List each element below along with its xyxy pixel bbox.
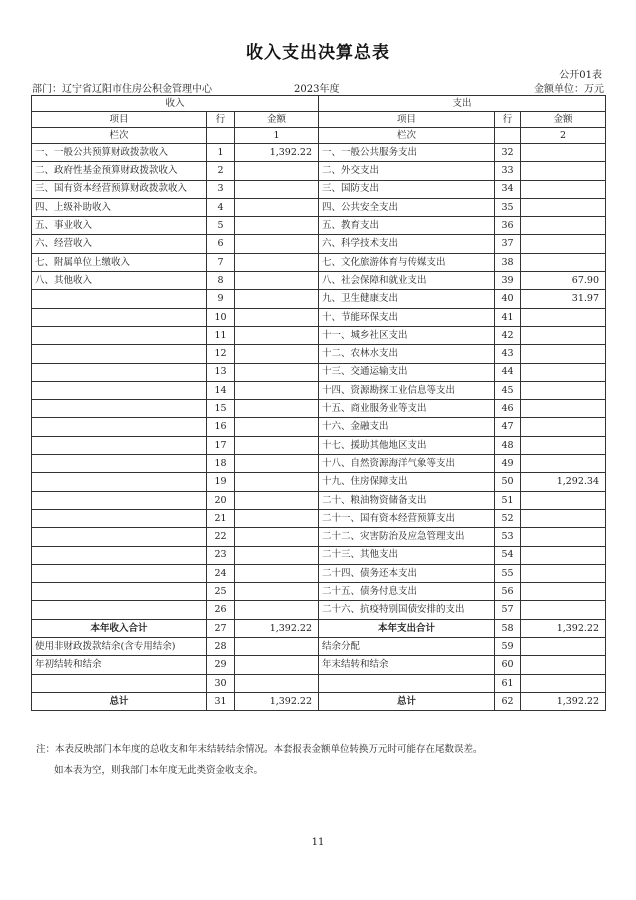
- expense-row-number: 58: [495, 619, 521, 637]
- table-row: [32, 363, 606, 381]
- table-row: [32, 290, 606, 308]
- income-item-cell: [32, 528, 207, 546]
- expense-row-number: 62: [495, 692, 521, 710]
- expense-amount-cell: [521, 144, 606, 162]
- income-row-number: 7: [207, 253, 235, 271]
- income-row-number: 27: [207, 619, 235, 637]
- expense-row-number: 60: [495, 656, 521, 674]
- income-amount-cell: [235, 400, 319, 418]
- expense-row-number: 44: [495, 363, 521, 381]
- expense-item-cell: 十八、自然资源海洋气象等支出: [319, 455, 495, 473]
- table-row: [32, 473, 606, 491]
- expense-item-cell: 二、外交支出: [319, 162, 495, 180]
- table-row: [32, 326, 606, 344]
- income-amount-cell: [235, 638, 319, 656]
- income-amount-cell: [235, 272, 319, 290]
- income-item-cell: 六、经营收入: [32, 235, 207, 253]
- income-item-cell: 二、政府性基金预算财政拨款收入: [32, 162, 207, 180]
- income-amount-cell: [235, 473, 319, 491]
- income-amount-cell: [235, 583, 319, 601]
- expense-amount-cell: [521, 345, 606, 363]
- income-row-number: 15: [207, 400, 235, 418]
- income-amount-cell: [235, 363, 319, 381]
- expense-item-cell: 十、节能环保支出: [319, 308, 495, 326]
- expense-amount-cell: 1,392.22: [521, 692, 606, 710]
- income-row-number: 29: [207, 656, 235, 674]
- income-row-number: 2: [207, 162, 235, 180]
- income-amount-header: 金额: [235, 112, 319, 128]
- expense-item-cell: [319, 674, 495, 692]
- expense-row-number: 61: [495, 674, 521, 692]
- expense-row-number: 43: [495, 345, 521, 363]
- expense-amount-cell: [521, 509, 606, 527]
- income-item-cell: 八、其他收入: [32, 272, 207, 290]
- income-amount-cell: [235, 436, 319, 454]
- income-row-header: 行: [207, 112, 235, 128]
- income-item-cell: [32, 326, 207, 344]
- income-amount-cell: [235, 455, 319, 473]
- expense-amount-cell: [521, 436, 606, 454]
- expense-item-cell: 十六、金融支出: [319, 418, 495, 436]
- income-amount-cell: [235, 308, 319, 326]
- expense-row-number: 45: [495, 381, 521, 399]
- expense-amount-cell: [521, 381, 606, 399]
- income-row-number: 31: [207, 692, 235, 710]
- expense-row-number: 50: [495, 473, 521, 491]
- income-section-header: 收入: [32, 96, 319, 112]
- expense-item-cell: 十五、商业服务业等支出: [319, 400, 495, 418]
- expense-amount-cell: [521, 455, 606, 473]
- income-item-cell: [32, 601, 207, 619]
- income-item-cell: [32, 455, 207, 473]
- expense-amount-cell: [521, 198, 606, 216]
- table-row: [32, 345, 606, 363]
- income-row-number: 6: [207, 235, 235, 253]
- income-item-cell: 年初结转和结余: [32, 656, 207, 674]
- expense-amount-cell: [521, 583, 606, 601]
- income-row-number: 4: [207, 198, 235, 216]
- table-row: [32, 528, 606, 546]
- table-row: [32, 400, 606, 418]
- table-row: [32, 381, 606, 399]
- income-item-cell: 四、上级补助收入: [32, 198, 207, 216]
- expense-row-number: 47: [495, 418, 521, 436]
- expense-row-number: 56: [495, 583, 521, 601]
- expense-row-number: 35: [495, 198, 521, 216]
- table-row: [32, 509, 606, 527]
- column-index-row: [32, 128, 606, 144]
- income-amount-cell: 1,392.22: [235, 692, 319, 710]
- expense-row-number: 49: [495, 455, 521, 473]
- expense-amount-cell: [521, 253, 606, 271]
- expense-amount-cell: 1,292.34: [521, 473, 606, 491]
- income-amount-cell: [235, 528, 319, 546]
- expense-amount-cell: [521, 656, 606, 674]
- expense-amount-cell: [521, 601, 606, 619]
- expense-row-number: 48: [495, 436, 521, 454]
- expense-row-number: 51: [495, 491, 521, 509]
- income-row-number: 14: [207, 381, 235, 399]
- income-amount-cell: [235, 326, 319, 344]
- expense-row-number: 46: [495, 400, 521, 418]
- expense-item-cell: 结余分配: [319, 638, 495, 656]
- expense-item-header: 项目: [319, 112, 495, 128]
- expense-item-cell: 二十二、灾害防治及应急管理支出: [319, 528, 495, 546]
- expense-amount-cell: 31.97: [521, 290, 606, 308]
- expense-item-cell: 八、社会保障和就业支出: [319, 272, 495, 290]
- expense-amount-cell: [521, 235, 606, 253]
- expense-row-number: 52: [495, 509, 521, 527]
- amount-unit: 金额单位：万元: [534, 84, 604, 95]
- expense-row-number: 39: [495, 272, 521, 290]
- expense-item-cell: 二十四、债务还本支出: [319, 564, 495, 582]
- expense-amount-cell: [521, 564, 606, 582]
- income-item-cell: [32, 381, 207, 399]
- income-row-number: 21: [207, 509, 235, 527]
- expense-item-cell: 三、国防支出: [319, 180, 495, 198]
- income-amount-cell: [235, 180, 319, 198]
- expense-row-number: 40: [495, 290, 521, 308]
- income-amount-cell: [235, 217, 319, 235]
- income-item-header: 项目: [32, 112, 207, 128]
- income-item-cell: [32, 418, 207, 436]
- income-amount-cell: [235, 674, 319, 692]
- expense-row-number: 53: [495, 528, 521, 546]
- expense-item-cell: 四、公共安全支出: [319, 198, 495, 216]
- expense-item-cell: 二十五、债务付息支出: [319, 583, 495, 601]
- expense-amount-header: 金额: [521, 112, 606, 128]
- table-row: [32, 601, 606, 619]
- expense-amount-cell: [521, 638, 606, 656]
- expense-item-cell: 五、教育支出: [319, 217, 495, 235]
- income-item-cell: [32, 564, 207, 582]
- income-amount-cell: [235, 546, 319, 564]
- expense-lanci-blank: [495, 128, 521, 144]
- expense-row-number: 54: [495, 546, 521, 564]
- table-row: [32, 583, 606, 601]
- income-item-cell: [32, 363, 207, 381]
- income-row-number: 13: [207, 363, 235, 381]
- income-lanci-label: 栏次: [32, 128, 207, 144]
- total-row: [32, 692, 606, 710]
- income-amount-cell: [235, 381, 319, 399]
- income-row-number: 10: [207, 308, 235, 326]
- department-label: 部门：辽宁省辽阳市住房公积金管理中心: [32, 84, 212, 95]
- expense-amount-cell: [521, 418, 606, 436]
- expense-amount-cell: [521, 180, 606, 198]
- report-title: 收入支出决算总表: [246, 43, 390, 63]
- subtotal-row: [32, 619, 606, 637]
- income-amount-cell: [235, 509, 319, 527]
- column-header-row: [32, 112, 606, 128]
- income-item-cell: 总计: [32, 692, 207, 710]
- expense-item-cell: 二十三、其他支出: [319, 546, 495, 564]
- expense-row-number: 33: [495, 162, 521, 180]
- income-item-cell: [32, 546, 207, 564]
- expense-row-number: 42: [495, 326, 521, 344]
- table-row: [32, 546, 606, 564]
- income-item-cell: [32, 509, 207, 527]
- expense-amount-cell: 67.90: [521, 272, 606, 290]
- expense-amount-cell: [521, 326, 606, 344]
- income-row-number: 20: [207, 491, 235, 509]
- table-row: [32, 198, 606, 216]
- income-item-cell: [32, 473, 207, 491]
- income-row-number: 28: [207, 638, 235, 656]
- expense-row-number: 38: [495, 253, 521, 271]
- expense-row-number: 32: [495, 144, 521, 162]
- table-row: [32, 253, 606, 271]
- income-item-cell: [32, 491, 207, 509]
- income-row-number: 22: [207, 528, 235, 546]
- income-item-cell: [32, 308, 207, 326]
- form-number: 公开01表: [559, 70, 602, 81]
- income-amount-cell: [235, 656, 319, 674]
- footnote-2: 如本表为空，则我部门本年度无此类资金收支余。: [54, 765, 264, 776]
- income-row-number: 17: [207, 436, 235, 454]
- page-number: 11: [311, 837, 325, 848]
- income-column-number: 1: [235, 128, 319, 144]
- income-row-number: 11: [207, 326, 235, 344]
- income-row-number: 5: [207, 217, 235, 235]
- expense-amount-cell: [521, 546, 606, 564]
- table-row: [32, 418, 606, 436]
- table-row: [32, 144, 606, 162]
- expense-section-header: 支出: [319, 96, 606, 112]
- expense-column-number: 2: [521, 128, 606, 144]
- income-amount-cell: [235, 162, 319, 180]
- income-item-cell: [32, 290, 207, 308]
- expense-row-number: 55: [495, 564, 521, 582]
- income-row-number: 9: [207, 290, 235, 308]
- income-item-cell: [32, 345, 207, 363]
- income-item-cell: 使用非财政拨款结余(含专用结余): [32, 638, 207, 656]
- expense-item-cell: 二十、粮油物资储备支出: [319, 491, 495, 509]
- expense-amount-cell: [521, 400, 606, 418]
- table-row: [32, 308, 606, 326]
- income-amount-cell: 1,392.22: [235, 619, 319, 637]
- expense-item-cell: 十三、交通运输支出: [319, 363, 495, 381]
- expense-item-cell: 十二、农林水支出: [319, 345, 495, 363]
- income-row-number: 19: [207, 473, 235, 491]
- income-row-number: 3: [207, 180, 235, 198]
- expense-amount-cell: [521, 308, 606, 326]
- table-row: [32, 455, 606, 473]
- income-item-cell: [32, 674, 207, 692]
- income-amount-cell: [235, 601, 319, 619]
- income-row-number: 30: [207, 674, 235, 692]
- table-row: [32, 674, 606, 692]
- income-row-number: 1: [207, 144, 235, 162]
- income-amount-cell: [235, 418, 319, 436]
- table-row: [32, 272, 606, 290]
- income-row-number: 16: [207, 418, 235, 436]
- footnote-1: 注：本表反映部门本年度的总收支和年末结转结余情况。本套报表金额单位转换万元时可能存在尾数误差。: [36, 744, 483, 755]
- income-row-number: 18: [207, 455, 235, 473]
- budget-summary-table: [31, 95, 606, 711]
- expense-item-cell: 九、卫生健康支出: [319, 290, 495, 308]
- expense-item-cell: 十九、住房保障支出: [319, 473, 495, 491]
- expense-row-number: 37: [495, 235, 521, 253]
- expense-item-cell: 十七、援助其他地区支出: [319, 436, 495, 454]
- income-amount-cell: [235, 198, 319, 216]
- table-row: [32, 491, 606, 509]
- expense-row-header: 行: [495, 112, 521, 128]
- table-row: [32, 436, 606, 454]
- income-row-number: 8: [207, 272, 235, 290]
- expense-item-cell: 本年支出合计: [319, 619, 495, 637]
- fiscal-year: 2023年度: [294, 84, 340, 95]
- income-amount-cell: 1,392.22: [235, 144, 319, 162]
- expense-row-number: 41: [495, 308, 521, 326]
- income-amount-cell: [235, 290, 319, 308]
- income-item-cell: [32, 583, 207, 601]
- expense-amount-cell: [521, 674, 606, 692]
- table-row: [32, 564, 606, 582]
- expense-amount-cell: [521, 162, 606, 180]
- expense-item-cell: 十一、城乡社区支出: [319, 326, 495, 344]
- expense-lanci-label: 栏次: [319, 128, 495, 144]
- report-meta: [32, 80, 604, 94]
- section-header-row: [32, 96, 606, 112]
- table-row: [32, 656, 606, 674]
- income-lanci-blank: [207, 128, 235, 144]
- expense-item-cell: 十四、资源勘探工业信息等支出: [319, 381, 495, 399]
- expense-item-cell: 七、文化旅游体育与传媒支出: [319, 253, 495, 271]
- expense-row-number: 36: [495, 217, 521, 235]
- income-amount-cell: [235, 491, 319, 509]
- income-item-cell: 一、一般公共预算财政拨款收入: [32, 144, 207, 162]
- income-row-number: 23: [207, 546, 235, 564]
- expense-amount-cell: [521, 217, 606, 235]
- expense-row-number: 57: [495, 601, 521, 619]
- expense-row-number: 34: [495, 180, 521, 198]
- expense-amount-cell: [521, 491, 606, 509]
- income-item-cell: 七、附属单位上缴收入: [32, 253, 207, 271]
- income-row-number: 24: [207, 564, 235, 582]
- expense-row-number: 59: [495, 638, 521, 656]
- expense-item-cell: 总计: [319, 692, 495, 710]
- table-row: [32, 235, 606, 253]
- income-item-cell: 三、国有资本经营预算财政拨款收入: [32, 180, 207, 198]
- income-amount-cell: [235, 253, 319, 271]
- income-item-cell: 本年收入合计: [32, 619, 207, 637]
- expense-item-cell: 六、科学技术支出: [319, 235, 495, 253]
- income-item-cell: [32, 400, 207, 418]
- table-row: [32, 638, 606, 656]
- table-row: [32, 217, 606, 235]
- income-amount-cell: [235, 564, 319, 582]
- income-row-number: 12: [207, 345, 235, 363]
- table-row: [32, 180, 606, 198]
- expense-item-cell: 一、一般公共服务支出: [319, 144, 495, 162]
- expense-amount-cell: [521, 363, 606, 381]
- income-amount-cell: [235, 235, 319, 253]
- expense-item-cell: 年末结转和结余: [319, 656, 495, 674]
- expense-amount-cell: [521, 528, 606, 546]
- income-row-number: 25: [207, 583, 235, 601]
- income-amount-cell: [235, 345, 319, 363]
- income-row-number: 26: [207, 601, 235, 619]
- expense-amount-cell: 1,392.22: [521, 619, 606, 637]
- income-item-cell: [32, 436, 207, 454]
- expense-item-cell: 二十六、抗疫特别国债安排的支出: [319, 601, 495, 619]
- table-row: [32, 162, 606, 180]
- expense-item-cell: 二十一、国有资本经营预算支出: [319, 509, 495, 527]
- income-item-cell: 五、事业收入: [32, 217, 207, 235]
